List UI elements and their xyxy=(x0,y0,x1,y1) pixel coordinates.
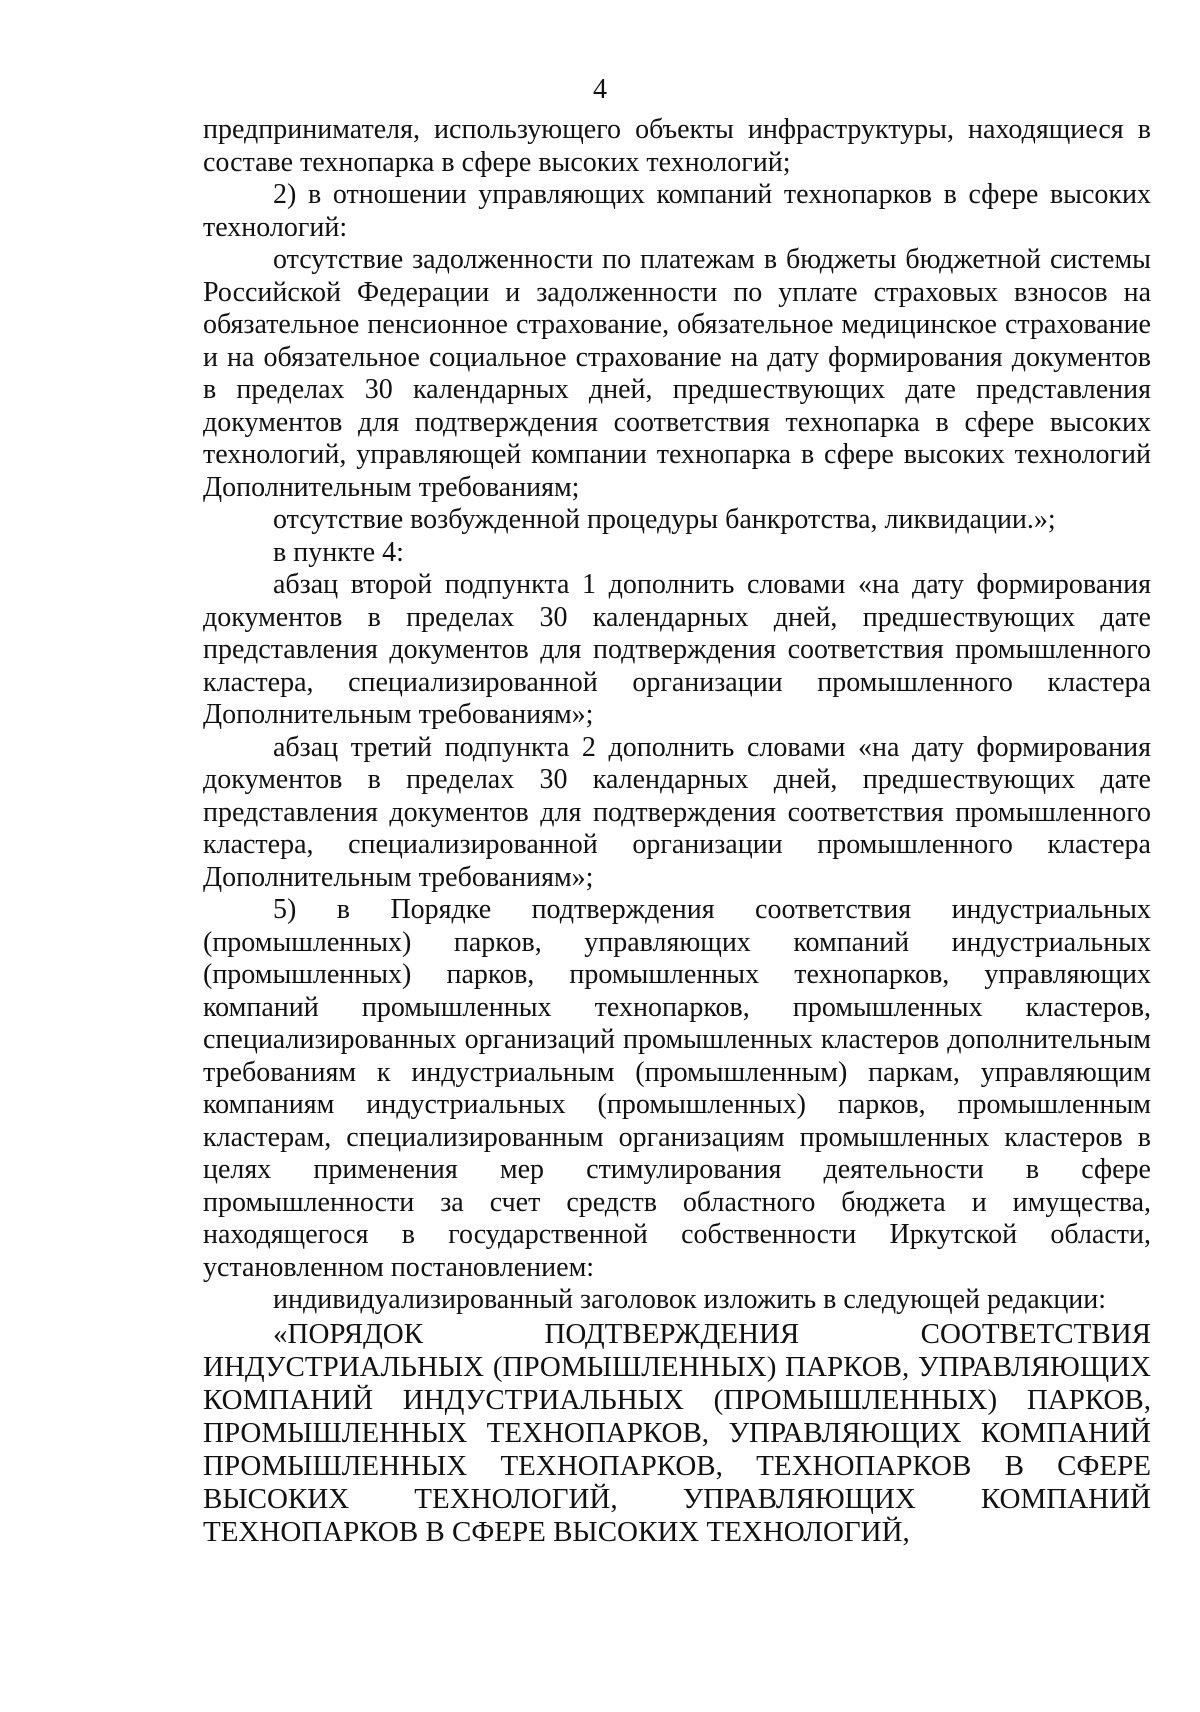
paragraph-subitem-1-amendment: абзац второй подпункта 1 дополнить словами «на дату формирования документов в пределах 30 календарных дней, предшествующих дате представления документов для подтверждения соответствия промышленного кластера, специализированной организации промышленного кластера Дополнительным требованиям»; xyxy=(203,569,1151,730)
page-number: 4 xyxy=(593,74,607,105)
paragraph-continuation: предпринимателя, использующего объекты инфраструктуры, находящиеся в составе технопарка в сфере высоких технологий; xyxy=(203,114,1151,178)
paragraph-item-2: 2) в отношении управляющих компаний технопарков в сфере высоких технологий: xyxy=(203,179,1151,243)
document-body xyxy=(203,114,1151,1549)
paragraph-title-instruction: индивидуализированный заголовок изложить в следующей редакции: xyxy=(273,1284,1107,1315)
paragraph-new-title: «ПОРЯДОК ПОДТВЕРЖДЕНИЯ СООТВЕТСТВИЯ ИНДУСТРИАЛЬНЫХ (ПРОМЫШЛЕННЫХ) ПАРКОВ, УПРАВЛЯЮЩИХ КОМПАНИЙ ИНДУСТРИАЛЬНЫХ (ПРОМЫШЛЕННЫХ) ПАРКОВ, ПРОМЫШЛЕННЫХ ТЕХНОПАРКОВ, УПРАВЛЯЮЩИХ КОМПАНИЙ ПРОМЫШЛЕННЫХ ТЕХНОПАРКОВ, ТЕХНОПАРКОВ В СФЕРЕ ВЫСОКИХ ТЕХНОЛОГИЙ, УПРАВЛЯЮЩИХ КОМПАНИЙ ТЕХНОПАРКОВ В СФЕРЕ ВЫСОКИХ ТЕХНОЛОГИЙ, xyxy=(203,1317,1151,1548)
paragraph-point-4: в пункте 4: xyxy=(273,536,404,568)
paragraph-subitem-2-amendment: абзац третий подпункта 2 дополнить словами «на дату формирования документов в пределах 30 календарных дней, предшествующих дате представления документов для подтверждения соответствия промышленного кластера, специализированной организации промышленного кластера Дополнительным требованиям»; xyxy=(203,731,1151,893)
paragraph-no-bankruptcy: отсутствие возбужденной процедуры банкротства, ликвидации.»; xyxy=(273,504,1056,535)
paragraph-item-5: 5) в Порядке подтверждения соответствия индустриальных (промышленных) парков, управляющих компаний индустриальных (промышленных) парков, промышленных технопарков, управляющих компаний промышленных технопарков, промышленных кластеров, специализированных организаций промышленных кластеров дополнительным требованиям к индустриальным (промышленным) паркам, управляющим компаниям индустриальных (промышленных) парков, промышленным кластерам, специализированным организациям промышленных кластеров в целях применения мер стимулирования деятельности в сфере промышленности за счет средств областного бюджета и имущества, находящегося в государственной собственности Иркутской области, установленном постановлением: xyxy=(203,894,1151,1283)
paragraph-no-debt: отсутствие задолженности по платежам в бюджеты бюджетной системы Российской Федерации и задолженности по уплате страховых взносов на обязательное пенсионное страхование, обязательное медицинское страхование и на обязательное социальное страхование на дату формирования документов в пределах 30 календарных дней, предшествующих дате представления документов для подтверждения соответствия технопарка в сфере высоких технологий, управляющей компании технопарка в сфере высоких технологий Дополнительным требованиям; xyxy=(203,244,1151,503)
